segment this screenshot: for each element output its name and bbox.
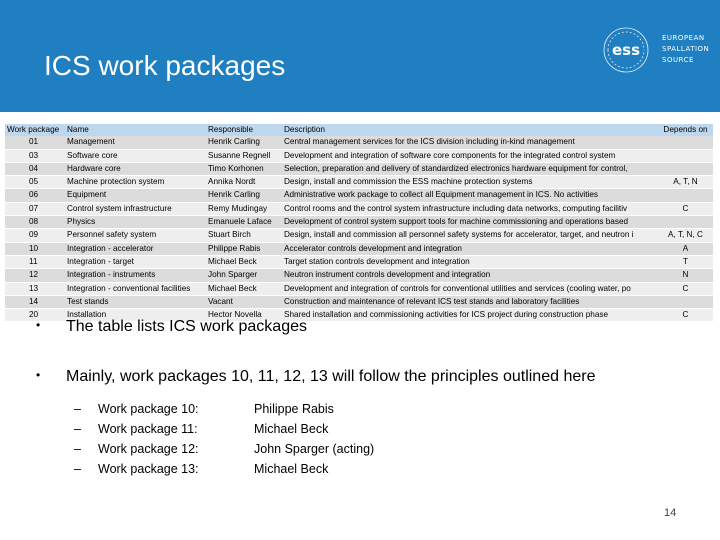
- cell-wp: 12: [5, 269, 65, 282]
- cell-responsible: Emanuele Laface: [206, 216, 282, 229]
- cell-responsible: Stuart Birch: [206, 229, 282, 242]
- logo-wordmark: [662, 33, 709, 66]
- cell-depends: T: [658, 255, 713, 268]
- header-name: Name: [65, 124, 206, 136]
- table-row: [5, 282, 713, 295]
- cell-wp: 20: [5, 309, 65, 322]
- cell-responsible: Philippe Rabis: [206, 242, 282, 255]
- cell-description: Shared installation and commissioning activities for ICS project during construction phase: [282, 309, 658, 322]
- logo-line-1: EUROPEAN: [662, 34, 705, 42]
- table-row: [5, 176, 713, 189]
- logo-abbr: ess: [611, 41, 641, 59]
- cell-description: Development and integration of software core components for the integrated control system: [282, 149, 658, 162]
- cell-name: Machine protection system: [65, 176, 206, 189]
- ess-logo-icon: [596, 27, 656, 73]
- cell-name: Personnel safety system: [65, 229, 206, 242]
- cell-responsible: Annika Nordt: [206, 176, 282, 189]
- cell-wp: 03: [5, 149, 65, 162]
- table-body: [5, 136, 713, 322]
- cell-depends: N: [658, 269, 713, 282]
- cell-description: Construction and maintenance of relevant ICS test stands and laboratory facilities: [282, 295, 658, 308]
- sub-item-name: Michael Beck: [254, 422, 329, 436]
- cell-wp: 09: [5, 229, 65, 242]
- sub-item-name: John Sparger (acting): [254, 442, 375, 456]
- cell-responsible: Susanne Regnell: [206, 149, 282, 162]
- table-row: [5, 149, 713, 162]
- table-row: [5, 216, 713, 229]
- dash-marker: –: [74, 442, 81, 456]
- cell-description: Development and integration of controls for conventional utilities and services (cooling water, po: [282, 282, 658, 295]
- table-row: [5, 255, 713, 268]
- cell-responsible: Remy Mudingay: [206, 202, 282, 215]
- dash-marker: –: [74, 462, 81, 476]
- cell-name: Integration - target: [65, 255, 206, 268]
- cell-responsible: Michael Beck: [206, 282, 282, 295]
- sub-item-label: Work package 13:: [98, 462, 199, 476]
- table-row: [5, 242, 713, 255]
- cell-name: Equipment: [65, 189, 206, 202]
- cell-description: Accelerator controls development and integration: [282, 242, 658, 255]
- table-row: [5, 189, 713, 202]
- cell-name: Hardware core: [65, 162, 206, 175]
- cell-name: Test stands: [65, 295, 206, 308]
- cell-responsible: Michael Beck: [206, 255, 282, 268]
- cell-name: Installation: [65, 309, 206, 322]
- sub-item-label: Work package 10:: [98, 402, 199, 416]
- slide-header: [0, 0, 720, 112]
- cell-name: Software core: [65, 149, 206, 162]
- cell-depends: [658, 216, 713, 229]
- bullet-marker: •: [36, 318, 41, 332]
- cell-description: Development of control system support tools for machine commissioning and operations based: [282, 216, 658, 229]
- cell-depends: C: [658, 309, 713, 322]
- bullet-text: Mainly, work packages 10, 11, 12, 13 will follow the principles outlined here: [66, 368, 596, 385]
- sub-item-label: Work package 11:: [98, 422, 198, 436]
- cell-name: Physics: [65, 216, 206, 229]
- cell-wp: 07: [5, 202, 65, 215]
- cell-description: Control rooms and the control system infrastructure including data networks, computing facilitiv: [282, 202, 658, 215]
- cell-depends: A, T, N: [658, 176, 713, 189]
- table-row: [5, 269, 713, 282]
- bullet-marker: •: [36, 368, 41, 382]
- logo-line-3: SOURCE: [662, 56, 694, 64]
- cell-responsible: Hector Novella: [206, 309, 282, 322]
- dash-marker: –: [74, 402, 81, 416]
- page-number: 14: [664, 507, 677, 519]
- header-work-package: Work package: [5, 124, 65, 136]
- slide-title: ICS work packages: [44, 50, 286, 81]
- table-row: [5, 162, 713, 175]
- header-responsible: Responsible: [206, 124, 282, 136]
- cell-responsible: Timo Korhonen: [206, 162, 282, 175]
- cell-wp: 11: [5, 255, 65, 268]
- dash-marker: –: [74, 422, 81, 436]
- cell-name: Integration - accelerator: [65, 242, 206, 255]
- cell-description: Selection, preparation and delivery of standardized electronics hardware equipment for control,: [282, 162, 658, 175]
- cell-description: Administrative work package to collect all Equipment management in ICS. No activities: [282, 189, 658, 202]
- work-package-table: [5, 124, 713, 322]
- cell-responsible: Henrik Carling: [206, 189, 282, 202]
- bullet-text: The table lists ICS work packages: [66, 318, 307, 335]
- sub-item-name: Michael Beck: [254, 462, 329, 476]
- sub-item-label: Work package 12:: [98, 442, 199, 456]
- cell-name: Integration - instruments: [65, 269, 206, 282]
- header-depends-on: Depends on: [658, 124, 713, 136]
- table-row: [5, 202, 713, 215]
- cell-description: Target station controls development and integration: [282, 255, 658, 268]
- cell-name: Control system infrastructure: [65, 202, 206, 215]
- cell-wp: 10: [5, 242, 65, 255]
- cell-responsible: Vacant: [206, 295, 282, 308]
- cell-description: Design, install and commission all personnel safety systems for accelerator, target, and neutron i: [282, 229, 658, 242]
- cell-description: Neutron instrument controls development and integration: [282, 269, 658, 282]
- cell-responsible: Henrik Carling: [206, 136, 282, 149]
- cell-depends: [658, 162, 713, 175]
- cell-depends: C: [658, 282, 713, 295]
- cell-wp: 06: [5, 189, 65, 202]
- cell-wp: 13: [5, 282, 65, 295]
- cell-depends: [658, 149, 713, 162]
- cell-depends: C: [658, 202, 713, 215]
- table-row: [5, 229, 713, 242]
- cell-depends: A: [658, 242, 713, 255]
- cell-description: Central management services for the ICS division including in-kind management: [282, 136, 658, 149]
- cell-description: Design, install and commission the ESS machine protection systems: [282, 176, 658, 189]
- cell-name: Management: [65, 136, 206, 149]
- cell-name: Integration - conventional facilities: [65, 282, 206, 295]
- logo-line-2: SPALLATION: [662, 45, 710, 53]
- table-row: [5, 136, 713, 149]
- cell-wp: 08: [5, 216, 65, 229]
- cell-wp: 14: [5, 295, 65, 308]
- table-row: [5, 295, 713, 308]
- cell-depends: [658, 136, 713, 149]
- cell-depends: A, T, N, C: [658, 229, 713, 242]
- cell-wp: 04: [5, 162, 65, 175]
- cell-responsible: John Sparger: [206, 269, 282, 282]
- cell-wp: 05: [5, 176, 65, 189]
- header-description: Description: [282, 124, 658, 136]
- cell-wp: 01: [5, 136, 65, 149]
- table-header-row: [5, 124, 713, 136]
- cell-depends: [658, 189, 713, 202]
- cell-depends: [658, 295, 713, 308]
- sub-item-name: Philippe Rabis: [254, 402, 334, 416]
